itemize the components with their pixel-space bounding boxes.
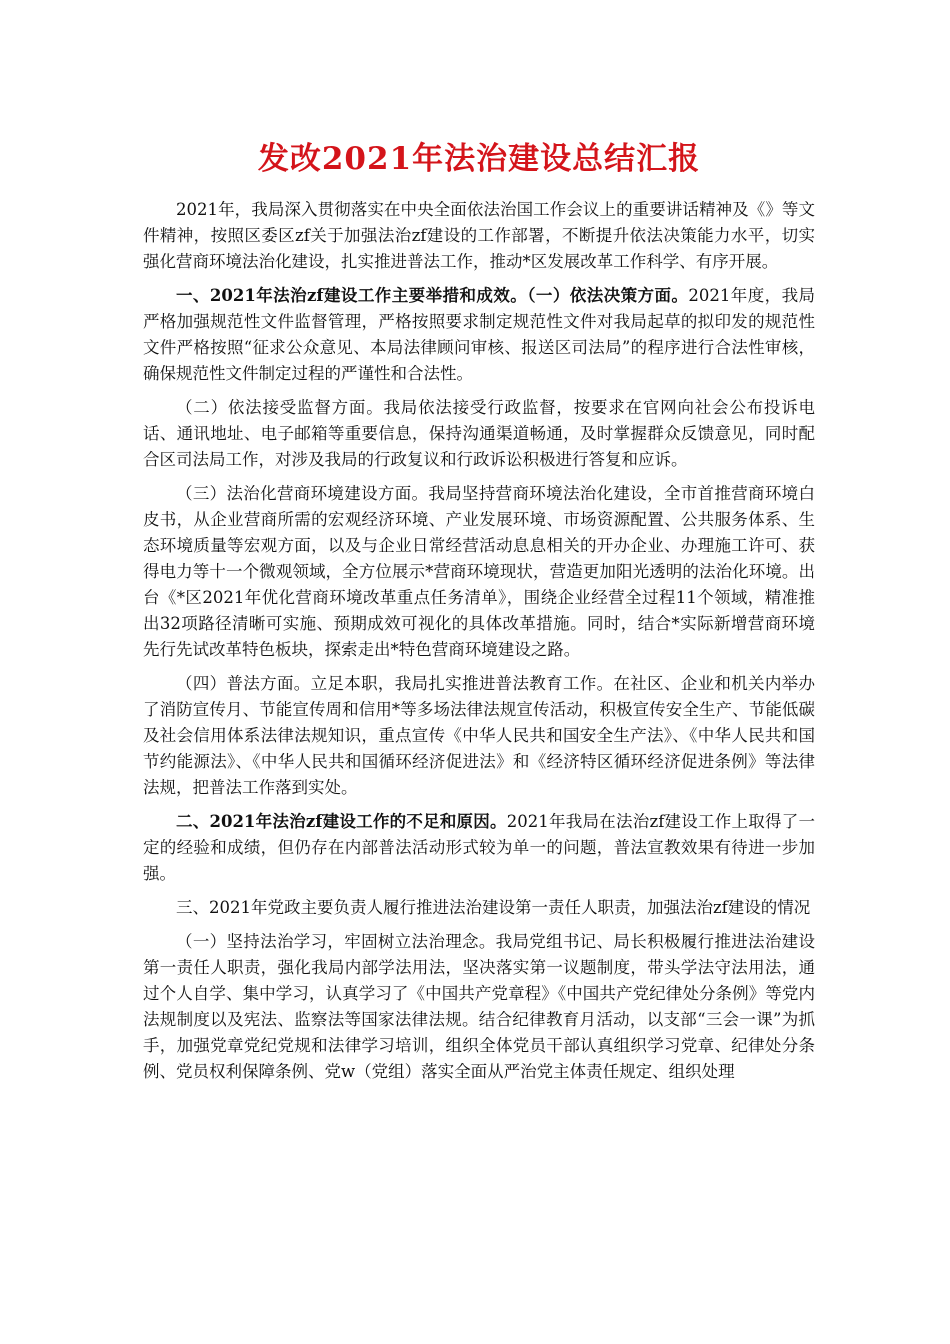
body-paragraph <box>143 809 815 887</box>
paragraph-text: 三、2021年党政主要负责人履行推进法治建设第一责任人职责，加强法治zf建设的情况 <box>176 898 811 917</box>
paragraph-text: （一）坚持法治学习，牢固树立法治理念。我局党组书记、局长积极履行推进法治建设第一责任人职责，强化我局内部学法用法，坚决落实第一议题制度，带头学法守法用法，通过个人自学、集中学习，认真学习了《中国共产党章程》《中国共产党纪律处分条例》等党内法规制度以及宪法、监察法等国家法律法规。结合纪律教育月活动，以支部“三会一课”为抓手，加强党章党纪党规和法律学习培训，组织全体党员干部认真组织学习党章、纪律处分条例、党员权利保障条例、党w（党组）落实全面从严治党主体责任规定、组织处理 <box>143 932 815 1081</box>
paragraph-heading: 二、2021年法治zf建设工作的不足和原因。 <box>176 812 507 831</box>
body-paragraph <box>143 481 815 663</box>
document-page <box>143 135 815 1093</box>
body-paragraph <box>143 929 815 1085</box>
document-title: 发改2021年法治建设总结汇报 <box>257 141 701 177</box>
body-paragraph <box>143 671 815 801</box>
paragraph-text: 2021年，我局深入贯彻落实在中央全面依法治国工作会议上的重要讲话精神及《》等文件精神，按照区委区zf关于加强法治zf建设的工作部署，不断提升依法决策能力水平，切实强化营商环境法治化建设，扎实推进普法工作，推动*区发展改革工作科学、有序开展。 <box>143 200 815 271</box>
paragraph-heading: 一、2021年法治zf建设工作主要举措和成效。（一）依法决策方面。 <box>176 286 689 305</box>
body-paragraph <box>143 395 815 473</box>
document-body <box>143 197 815 1085</box>
paragraph-text: 2021年度，我局严格加强规范性文件监督管理，严格按照要求制定规范性文件对我局起草的拟印发的规范性文件严格按照“征求公众意见、本局法律顾问审核、报送区司法局”的程序进行合法性审核，确保规范性文件制定过程的严谨性和合法性。 <box>143 286 816 383</box>
paragraph-text: （三）法治化营商环境建设方面。我局坚持营商环境法治化建设，全市首推营商环境白皮书，从企业营商所需的宏观经济环境、产业发展环境、市场资源配置、公共服务体系、生态环境质量等宏观方面，以及与企业日常经营活动息息相关的开办企业、办理施工许可、获得电力等十一个微观领域，全方位展示*营商环境现状，营造更加阳光透明的法治化环境。出台《*区2021年优化营商环境改革重点任务清单》，围绕企业经营全过程11个领域，精准推出32项路径清晰可实施、预期成效可视化的具体改革措施。同时，结合*实际新增营商环境先行先试改革特色板块，探索走出*特色营商环境建设之路。 <box>143 484 815 659</box>
body-paragraph <box>143 283 815 387</box>
paragraph-text: （二）依法接受监督方面。我局依法接受行政监督，按要求在官网向社会公布投诉电话、通讯地址、电子邮箱等重要信息，保持沟通渠道畅通，及时掌握群众反馈意见，同时配合区司法局工作，对涉及我局的行政复议和行政诉讼积极进行答复和应诉。 <box>143 398 815 469</box>
paragraph-text: （四）普法方面。立足本职，我局扎实推进普法教育工作。在社区、企业和机关内举办了消防宣传月、节能宣传周和信用*等多场法律法规宣传活动，积极宣传安全生产、节能低碳及社会信用体系法律法规知识，重点宣传《中华人民共和国安全生产法》、《中华人民共和国节约能源法》、《中华人民共和国循环经济促进法》和《经济特区循环经济促进条例》等法律法规，把普法工作落到实处。 <box>143 674 815 797</box>
body-paragraph <box>143 895 815 921</box>
paragraph-text: 2021年我局在法治zf建设工作上取得了一定的经验和成绩，但仍存在内部普法活动形式较为单一的问题，普法宣教效果有待进一步加强。 <box>143 812 816 883</box>
body-paragraph <box>143 197 815 275</box>
